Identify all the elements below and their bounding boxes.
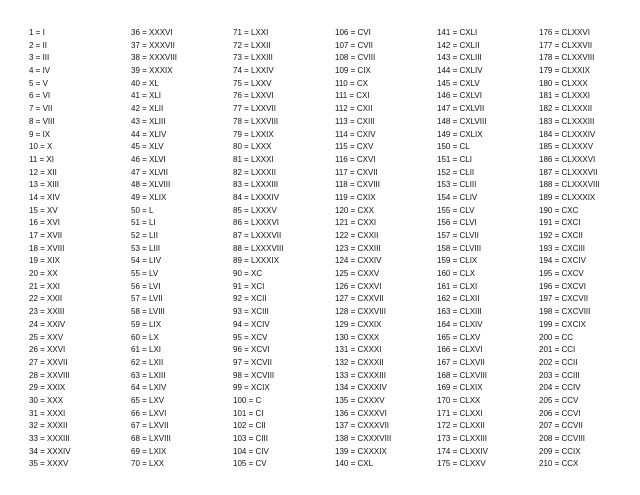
numeral-entry: 57 = LVII: [131, 294, 163, 304]
numeral-column-3: [233, 27, 283, 471]
numeral-entry: 98 = XCVIII: [233, 370, 275, 380]
numeral-entry: 32 = XXXII: [29, 421, 68, 431]
numeral-entry: 95 = XCV: [233, 332, 268, 342]
numeral-entry: 42 = XLII: [131, 104, 164, 114]
numeral-entry: 8 = VIII: [29, 116, 55, 126]
numeral-entry: 175 = CLXXV: [437, 459, 486, 469]
numeral-entry: 115 = CXV: [335, 142, 374, 152]
numeral-entry: 174 = CLXXIV: [437, 446, 488, 456]
numeral-entry: 122 = CXXII: [335, 231, 379, 240]
numeral-entry: 132 = CXXXII: [335, 357, 384, 367]
numeral-entry: 47 = XLVII: [131, 167, 168, 177]
numeral-entry: 91 = XCI: [233, 281, 265, 291]
numeral-entry: 60 = LX: [131, 332, 159, 342]
numeral-entry: 44 = XLIV: [131, 129, 167, 139]
numeral-entry: 77 = LXXVII: [233, 104, 276, 114]
numeral-entry: 6 = VI: [29, 91, 51, 101]
numeral-entry: 70 = LXX: [131, 459, 165, 469]
numeral-entry: 168 = CLXVIII: [437, 370, 488, 380]
numeral-column-2: [131, 27, 177, 471]
numeral-entry: 199 = CXCIX: [539, 319, 586, 329]
numeral-entry: 178 = CLXXVIII: [539, 53, 595, 63]
numeral-entry: 35 = XXXV: [29, 459, 69, 469]
numeral-entry: 131 = CXXXI: [335, 345, 382, 355]
numeral-entry: 166 = CLXVI: [437, 345, 483, 355]
numeral-entry: 198 = CXCVIII: [539, 307, 591, 317]
numeral-entry: 207 = CCVII: [539, 421, 583, 431]
numeral-entry: 165 = CLXV: [437, 332, 481, 342]
numeral-entry: 5 = V: [29, 78, 48, 88]
numeral-entry: 145 = CXLV: [437, 78, 480, 88]
numeral-entry: 105 = CV: [233, 459, 267, 469]
numeral-entry: 41 = XLI: [131, 91, 162, 101]
numeral-entry: 205 = CCV: [539, 395, 579, 405]
numeral-entry: 19 = XIX: [29, 256, 60, 266]
numeral-entry: 181 = CLXXXI: [539, 91, 590, 101]
numeral-entry: 111 = CXI: [335, 91, 370, 101]
numeral-entry: 40 = XL: [131, 78, 159, 88]
numeral-entry: 62 = LXII: [131, 357, 164, 367]
numeral-entry: 56 = LVI: [131, 281, 161, 291]
numeral-entry: 158 = CLVIII: [437, 243, 482, 253]
numeral-entry: 201 = CCI: [539, 345, 576, 355]
numeral-entry: 117 = CXVII: [335, 167, 378, 177]
numeral-entry: 1 = I: [29, 28, 45, 37]
numeral-entry: 45 = XLV: [131, 142, 164, 152]
numeral-entry: 157 = CLVII: [437, 231, 479, 240]
numeral-entry: 24 = XXIV: [29, 319, 66, 329]
numeral-entry: 108 = CVIII: [335, 53, 376, 63]
numeral-entry: 12 = XII: [29, 167, 57, 177]
numeral-entry: 193 = CXCIII: [539, 243, 586, 253]
numeral-entry: 109 = CIX: [335, 66, 371, 76]
numeral-entry: 136 = CXXXVI: [335, 408, 387, 418]
numeral-entry: 118 = CXVIII: [335, 180, 380, 190]
numeral-entry: 49 = XLIX: [131, 192, 167, 202]
numeral-entry: 79 = LXXIX: [233, 129, 274, 139]
numeral-entry: 192 = CXCII: [539, 231, 583, 240]
numeral-entry: 2 = II: [29, 40, 48, 50]
numeral-entry: 159 = CLIX: [437, 256, 478, 266]
numeral-entry: 154 = CLIV: [437, 192, 478, 202]
numeral-entry: 196 = CXCVI: [539, 281, 586, 291]
numeral-entry: 87 = LXXXVII: [233, 231, 282, 240]
numeral-entry: 64 = LXIV: [131, 383, 167, 393]
numeral-entry: 191 = CXCI: [539, 218, 581, 228]
numeral-entry: 137 = CXXXVII: [335, 421, 390, 431]
numeral-entry: 138 = CXXXVIII: [335, 434, 392, 443]
numeral-entry: 29 = XXIX: [29, 383, 66, 393]
numeral-entry: 53 = LIII: [131, 243, 161, 253]
numeral-entry: 31 = XXXI: [29, 408, 66, 418]
numeral-entry: 119 = CXIX: [335, 192, 376, 202]
numeral-entry: 208 = CCVIII: [539, 434, 586, 443]
numeral-entry: 59 = LIX: [131, 319, 162, 329]
numeral-entry: 18 = XVIII: [29, 243, 65, 253]
numeral-entry: 148 = CXLVIII: [437, 116, 487, 126]
numeral-column-5: [437, 27, 488, 471]
numeral-entry: 124 = CXXIV: [335, 256, 382, 266]
numeral-entry: 93 = XCIII: [233, 307, 269, 317]
numeral-entry: 144 = CXLIV: [437, 66, 483, 76]
numeral-entry: 147 = CXLVII: [437, 104, 485, 114]
numeral-entry: 188 = CLXXXVIII: [539, 180, 600, 190]
numeral-entry: 76 = LXXVI: [233, 91, 274, 101]
numeral-entry: 28 = XXVIII: [29, 370, 70, 380]
numeral-entry: 123 = CXXIII: [335, 243, 381, 253]
numeral-entry: 151 = CLI: [437, 154, 472, 164]
numeral-entry: 20 = XX: [29, 269, 58, 279]
numeral-entry: 114 = CXIV: [335, 129, 376, 139]
numeral-entry: 176 = CLXXVI: [539, 28, 590, 37]
numeral-entry: 74 = LXXIV: [233, 66, 274, 76]
numeral-entry: 3 = III: [29, 53, 50, 63]
numeral-entry: 110 = CX: [335, 78, 368, 88]
numeral-entry: 101 = CI: [233, 408, 264, 418]
numeral-entry: 88 = LXXXVIII: [233, 243, 284, 253]
numeral-entry: 69 = LXIX: [131, 446, 167, 456]
numeral-entry: 195 = CXCV: [539, 269, 584, 279]
numeral-entry: 58 = LVIII: [131, 307, 165, 317]
numeral-entry: 156 = CLVI: [437, 218, 477, 228]
numeral-entry: 183 = CLXXXIII: [539, 116, 595, 126]
numeral-entry: 30 = XXX: [29, 395, 64, 405]
numeral-entry: 75 = LXXV: [233, 78, 272, 88]
numeral-entry: 54 = LIV: [131, 256, 162, 266]
numeral-entry: 189 = CLXXXIX: [539, 192, 596, 202]
numeral-entry: 33 = XXXIII: [29, 434, 70, 443]
numeral-entry: 209 = CCIX: [539, 446, 581, 456]
numeral-entry: 194 = CXCIV: [539, 256, 586, 266]
numeral-entry: 130 = CXXX: [335, 332, 380, 342]
numeral-entry: 39 = XXXIX: [131, 66, 173, 76]
numeral-entry: 140 = CXL: [335, 459, 374, 469]
numeral-entry: 116 = CXVI: [335, 154, 376, 164]
numeral-entry: 120 = CXX: [335, 205, 374, 215]
numeral-entry: 21 = XXI: [29, 281, 60, 291]
numeral-entry: 50 = L: [131, 205, 154, 215]
numeral-entry: 71 = LXXI: [233, 28, 269, 37]
numeral-entry: 43 = XLIII: [131, 116, 166, 126]
numeral-column-1: [29, 27, 71, 471]
numeral-entry: 100 = C: [233, 395, 262, 405]
numeral-entry: 25 = XXV: [29, 332, 64, 342]
numeral-entry: 4 = IV: [29, 66, 51, 76]
numeral-entry: 66 = LXVI: [131, 408, 167, 418]
numeral-entry: 206 = CCVI: [539, 408, 581, 418]
numeral-entry: 10 = X: [29, 142, 53, 152]
numeral-entry: 78 = LXXVIII: [233, 116, 279, 126]
numeral-column-4: [335, 27, 391, 471]
numeral-entry: 107 = CVII: [335, 40, 374, 50]
numeral-entry: 67 = LXVII: [131, 421, 169, 431]
numeral-entry: 36 = XXXVI: [131, 28, 173, 37]
numeral-entry: 202 = CCII: [539, 357, 578, 367]
numeral-entry: 34 = XXXIV: [29, 446, 71, 456]
numeral-entry: 97 = XCVII: [233, 357, 272, 367]
numeral-entry: 171 = CLXXI: [437, 408, 483, 418]
numeral-entry: 48 = XLVIII: [131, 180, 171, 190]
numeral-entry: 169 = CLXIX: [437, 383, 483, 393]
numeral-entry: 112 = CXII: [335, 104, 373, 114]
numeral-entry: 27 = XXVII: [29, 357, 68, 367]
numeral-entry: 184 = CLXXXIV: [539, 129, 596, 139]
numeral-entry: 149 = CXLIX: [437, 129, 483, 139]
numeral-entry: 125 = CXXV: [335, 269, 380, 279]
numeral-entry: 85 = LXXXV: [233, 205, 277, 215]
numeral-entry: 146 = CXLVI: [437, 91, 482, 101]
numeral-entry: 128 = CXXVIII: [335, 307, 386, 317]
numeral-entry: 94 = XCIV: [233, 319, 270, 329]
numeral-entry: 185 = CLXXXV: [539, 142, 594, 152]
numeral-entry: 142 = CXLII: [437, 40, 480, 50]
numeral-entry: 104 = CIV: [233, 446, 269, 456]
numeral-entry: 11 = XI: [29, 154, 54, 164]
numeral-entry: 143 = CXLIII: [437, 53, 482, 63]
numeral-entry: 103 = CIII: [233, 434, 268, 443]
numeral-entry: 190 = CXC: [539, 205, 579, 215]
numeral-column-6: [539, 27, 600, 471]
numeral-entry: 187 = CLXXXVII: [539, 167, 598, 177]
numeral-entry: 14 = XIV: [29, 192, 60, 202]
numeral-entry: 177 = CLXXVII: [539, 40, 593, 50]
numeral-entry: 126 = CXXVI: [335, 281, 382, 291]
numeral-entry: 150 = CL: [437, 142, 470, 152]
numeral-entry: 92 = XCII: [233, 294, 267, 304]
numeral-entry: 141 = CXLI: [437, 28, 478, 37]
numeral-entry: 106 = CVI: [335, 28, 371, 37]
numeral-entry: 139 = CXXXIX: [335, 446, 387, 456]
numeral-entry: 200 = CC: [539, 332, 574, 342]
numeral-entry: 180 = CLXXX: [539, 78, 588, 88]
numeral-entry: 83 = LXXXIII: [233, 180, 279, 190]
numeral-entry: 9 = IX: [29, 129, 51, 139]
numeral-entry: 17 = XVII: [29, 231, 63, 240]
numeral-entry: 68 = LXVIII: [131, 434, 171, 443]
numeral-entry: 160 = CLX: [437, 269, 476, 279]
numeral-entry: 186 = CLXXXVI: [539, 154, 596, 164]
numeral-entry: 26 = XXVI: [29, 345, 66, 355]
numeral-entry: 170 = CLXX: [437, 395, 481, 405]
numeral-entry: 96 = XCVI: [233, 345, 270, 355]
numeral-entry: 16 = XVI: [29, 218, 60, 228]
numeral-entry: 129 = CXXIX: [335, 319, 382, 329]
numeral-entry: 65 = LXV: [131, 395, 165, 405]
numeral-entry: 172 = CLXXII: [437, 421, 485, 431]
numeral-entry: 38 = XXXVIII: [131, 53, 178, 63]
numeral-entry: 81 = LXXXI: [233, 154, 274, 164]
numeral-entry: 61 = LXI: [131, 345, 162, 355]
numeral-entry: 153 = CLIII: [437, 180, 477, 190]
numeral-entry: 204 = CCIV: [539, 383, 581, 393]
numeral-entry: 72 = LXXII: [233, 40, 271, 50]
numeral-entry: 173 = CLXXIII: [437, 434, 488, 443]
numeral-entry: 84 = LXXXIV: [233, 192, 280, 202]
numeral-entry: 163 = CLXIII: [437, 307, 482, 317]
numeral-entry: 162 = CLXII: [437, 294, 480, 304]
numeral-entry: 127 = CXXVII: [335, 294, 384, 304]
numeral-entry: 182 = CLXXXII: [539, 104, 593, 114]
numeral-entry: 102 = CII: [233, 421, 266, 431]
numeral-entry: 121 = CXXI: [335, 218, 377, 228]
numeral-entry: 197 = CXCVII: [539, 294, 589, 304]
numeral-entry: 99 = XCIX: [233, 383, 270, 393]
numeral-entry: 46 = XLVI: [131, 154, 166, 164]
numeral-entry: 15 = XV: [29, 205, 58, 215]
numeral-entry: 89 = LXXXIX: [233, 256, 280, 266]
numeral-entry: 152 = CLII: [437, 167, 475, 177]
numeral-entry: 164 = CLXIV: [437, 319, 483, 329]
numeral-entry: 55 = LV: [131, 269, 159, 279]
numeral-entry: 80 = LXXX: [233, 142, 272, 152]
numeral-entry: 155 = CLV: [437, 205, 475, 215]
numeral-entry: 63 = LXIII: [131, 370, 166, 380]
numeral-entry: 52 = LII: [131, 231, 158, 240]
numeral-entry: 7 = VII: [29, 104, 53, 114]
numeral-entry: 203 = CCIII: [539, 370, 580, 380]
numeral-entry: 179 = CLXXIX: [539, 66, 590, 76]
numeral-entry: 22 = XXII: [29, 294, 63, 304]
numeral-entry: 135 = CXXXV: [335, 395, 385, 405]
numeral-entry: 13 = XIII: [29, 180, 60, 190]
numeral-entry: 23 = XXIII: [29, 307, 65, 317]
numeral-entry: 161 = CLXI: [437, 281, 478, 291]
numeral-entry: 86 = LXXXVI: [233, 218, 280, 228]
numeral-entry: 134 = CXXXIV: [335, 383, 387, 393]
numeral-entry: 167 = CLXVII: [437, 357, 485, 367]
numeral-entry: 51 = LI: [131, 218, 156, 228]
numeral-entry: 113 = CXIII: [335, 116, 375, 126]
numeral-entry: 210 = CCX: [539, 459, 579, 469]
numeral-entry: 82 = LXXXII: [233, 167, 276, 177]
numeral-entry: 90 = XC: [233, 269, 263, 279]
numeral-entry: 133 = CXXXIII: [335, 370, 386, 380]
numeral-entry: 37 = XXXVII: [131, 40, 175, 50]
numeral-entry: 73 = LXXIII: [233, 53, 273, 63]
